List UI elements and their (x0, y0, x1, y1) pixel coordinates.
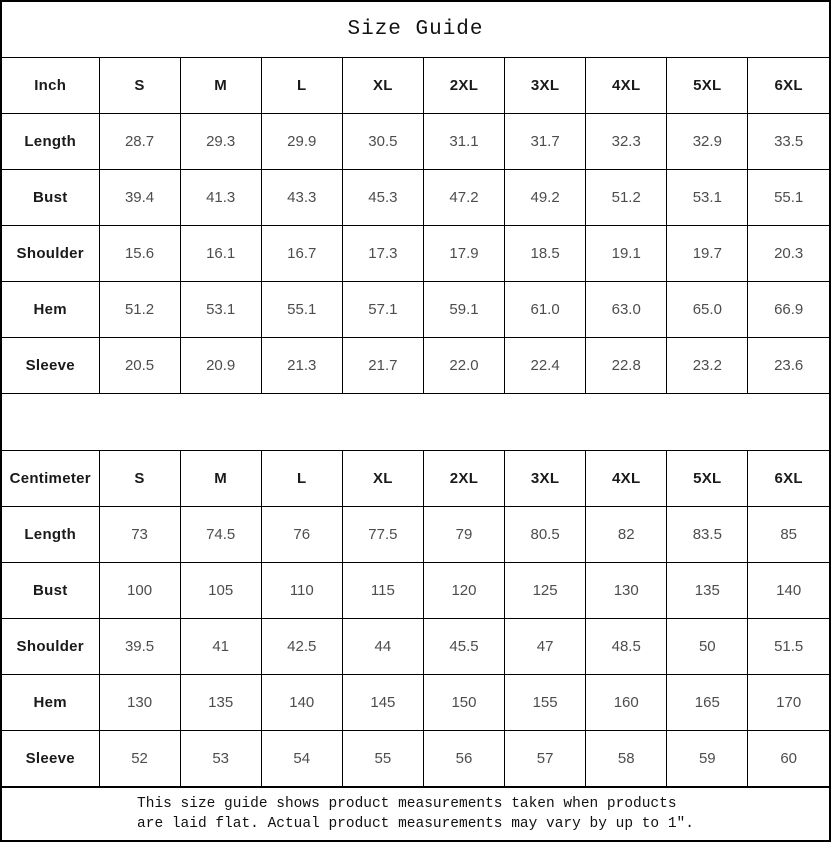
size-header-m: M (180, 58, 261, 114)
value-cell: 19.7 (667, 226, 748, 282)
value-cell: 110 (261, 563, 342, 619)
size-table-centimeter (2, 450, 829, 787)
value-cell: 57 (505, 731, 586, 787)
value-cell: 100 (99, 563, 180, 619)
value-cell: 53.1 (180, 282, 261, 338)
value-cell: 51.5 (748, 619, 829, 675)
table-row-bust (2, 170, 829, 226)
unit-label: Inch (2, 58, 99, 114)
value-cell: 47 (505, 619, 586, 675)
value-cell: 17.3 (342, 226, 423, 282)
value-cell: 50 (667, 619, 748, 675)
size-header-2xl: 2XL (423, 451, 504, 507)
value-cell: 73 (99, 507, 180, 563)
value-cell: 115 (342, 563, 423, 619)
value-cell: 160 (586, 675, 667, 731)
value-cell: 66.9 (748, 282, 829, 338)
value-cell: 28.7 (99, 114, 180, 170)
table-row-length (2, 507, 829, 563)
value-cell: 130 (586, 563, 667, 619)
value-cell: 22.8 (586, 338, 667, 394)
row-label: Sleeve (2, 338, 99, 394)
value-cell: 29.9 (261, 114, 342, 170)
size-header-xl: XL (342, 58, 423, 114)
size-header-m: M (180, 451, 261, 507)
header-row (2, 451, 829, 507)
value-cell: 170 (748, 675, 829, 731)
table-row-sleeve (2, 731, 829, 787)
value-cell: 135 (667, 563, 748, 619)
value-cell: 21.3 (261, 338, 342, 394)
value-cell: 130 (99, 675, 180, 731)
value-cell: 60 (748, 731, 829, 787)
value-cell: 39.4 (99, 170, 180, 226)
value-cell: 41 (180, 619, 261, 675)
footer-line-2: are laid flat. Actual product measurements may vary by up to 1″. (137, 816, 694, 832)
value-cell: 16.7 (261, 226, 342, 282)
value-cell: 55.1 (748, 170, 829, 226)
value-cell: 20.3 (748, 226, 829, 282)
value-cell: 22.4 (505, 338, 586, 394)
value-cell: 165 (667, 675, 748, 731)
value-cell: 53 (180, 731, 261, 787)
row-label: Shoulder (2, 619, 99, 675)
value-cell: 30.5 (342, 114, 423, 170)
value-cell: 19.1 (586, 226, 667, 282)
row-label: Length (2, 507, 99, 563)
value-cell: 41.3 (180, 170, 261, 226)
value-cell: 55 (342, 731, 423, 787)
value-cell: 55.1 (261, 282, 342, 338)
value-cell: 52 (99, 731, 180, 787)
value-cell: 17.9 (423, 226, 504, 282)
value-cell: 48.5 (586, 619, 667, 675)
value-cell: 45.5 (423, 619, 504, 675)
row-label: Shoulder (2, 226, 99, 282)
value-cell: 31.1 (423, 114, 504, 170)
value-cell: 31.7 (505, 114, 586, 170)
value-cell: 56 (423, 731, 504, 787)
value-cell: 145 (342, 675, 423, 731)
value-cell: 57.1 (342, 282, 423, 338)
value-cell: 39.5 (99, 619, 180, 675)
footer-note (2, 787, 829, 840)
value-cell: 80.5 (505, 507, 586, 563)
value-cell: 150 (423, 675, 504, 731)
table-row-shoulder (2, 619, 829, 675)
value-cell: 125 (505, 563, 586, 619)
header-row (2, 58, 829, 114)
value-cell: 85 (748, 507, 829, 563)
size-header-5xl: 5XL (667, 58, 748, 114)
value-cell: 16.1 (180, 226, 261, 282)
value-cell: 22.0 (423, 338, 504, 394)
size-header-4xl: 4XL (586, 58, 667, 114)
size-header-s: S (99, 451, 180, 507)
value-cell: 140 (748, 563, 829, 619)
value-cell: 53.1 (667, 170, 748, 226)
value-cell: 47.2 (423, 170, 504, 226)
row-label: Bust (2, 170, 99, 226)
unit-label: Centimeter (2, 451, 99, 507)
value-cell: 54 (261, 731, 342, 787)
value-cell: 77.5 (342, 507, 423, 563)
size-header-xl: XL (342, 451, 423, 507)
size-header-3xl: 3XL (505, 58, 586, 114)
value-cell: 29.3 (180, 114, 261, 170)
size-header-s: S (99, 58, 180, 114)
value-cell: 23.6 (748, 338, 829, 394)
value-cell: 33.5 (748, 114, 829, 170)
value-cell: 155 (505, 675, 586, 731)
size-header-3xl: 3XL (505, 451, 586, 507)
value-cell: 15.6 (99, 226, 180, 282)
value-cell: 20.9 (180, 338, 261, 394)
table-row-length (2, 114, 829, 170)
table-row-shoulder (2, 226, 829, 282)
value-cell: 51.2 (99, 282, 180, 338)
value-cell: 58 (586, 731, 667, 787)
page-title: Size Guide (347, 18, 484, 41)
value-cell: 42.5 (261, 619, 342, 675)
table-row-sleeve (2, 338, 829, 394)
value-cell: 76 (261, 507, 342, 563)
size-header-2xl: 2XL (423, 58, 504, 114)
value-cell: 51.2 (586, 170, 667, 226)
size-header-5xl: 5XL (667, 451, 748, 507)
value-cell: 79 (423, 507, 504, 563)
table-row-hem (2, 675, 829, 731)
value-cell: 43.3 (261, 170, 342, 226)
value-cell: 63.0 (586, 282, 667, 338)
value-cell: 82 (586, 507, 667, 563)
value-cell: 59 (667, 731, 748, 787)
row-label: Bust (2, 563, 99, 619)
value-cell: 120 (423, 563, 504, 619)
size-header-6xl: 6XL (748, 58, 829, 114)
table-row-bust (2, 563, 829, 619)
value-cell: 59.1 (423, 282, 504, 338)
value-cell: 20.5 (99, 338, 180, 394)
size-header-6xl: 6XL (748, 451, 829, 507)
value-cell: 18.5 (505, 226, 586, 282)
row-label: Length (2, 114, 99, 170)
footer-line-1: This size guide shows product measurements taken when products (137, 796, 677, 812)
value-cell: 83.5 (667, 507, 748, 563)
value-cell: 49.2 (505, 170, 586, 226)
value-cell: 32.3 (586, 114, 667, 170)
size-header-l: L (261, 58, 342, 114)
value-cell: 45.3 (342, 170, 423, 226)
value-cell: 21.7 (342, 338, 423, 394)
value-cell: 61.0 (505, 282, 586, 338)
size-table-inch (2, 57, 829, 394)
value-cell: 23.2 (667, 338, 748, 394)
row-label: Sleeve (2, 731, 99, 787)
table-spacer (2, 394, 829, 450)
row-label: Hem (2, 282, 99, 338)
value-cell: 65.0 (667, 282, 748, 338)
value-cell: 44 (342, 619, 423, 675)
value-cell: 105 (180, 563, 261, 619)
value-cell: 32.9 (667, 114, 748, 170)
value-cell: 140 (261, 675, 342, 731)
row-label: Hem (2, 675, 99, 731)
table-row-hem (2, 282, 829, 338)
value-cell: 135 (180, 675, 261, 731)
size-header-l: L (261, 451, 342, 507)
value-cell: 74.5 (180, 507, 261, 563)
footer-note-text (137, 794, 694, 834)
size-header-4xl: 4XL (586, 451, 667, 507)
